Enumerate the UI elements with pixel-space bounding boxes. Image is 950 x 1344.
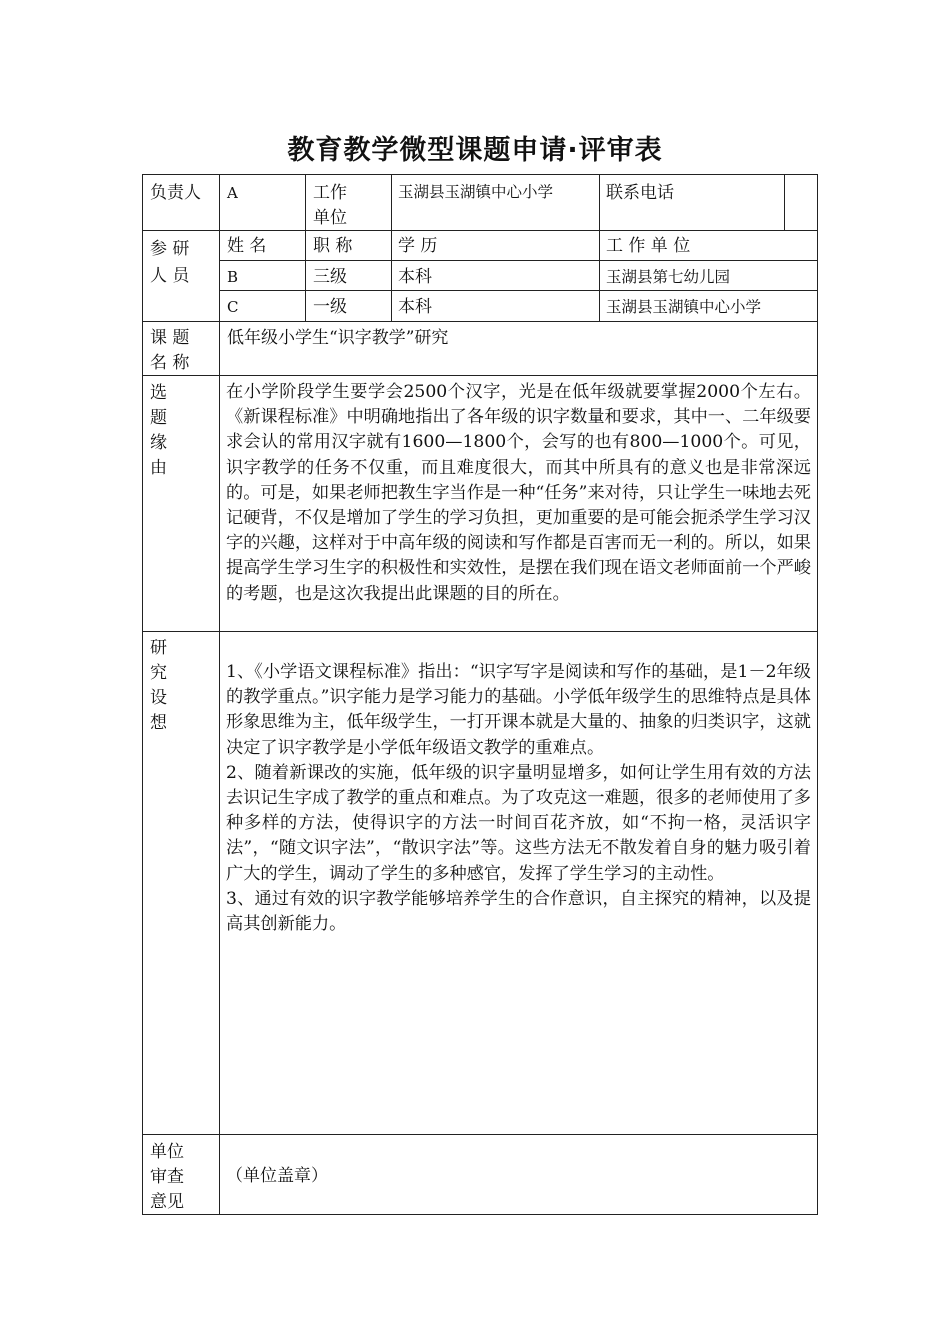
plan-paragraph-1: 1、《小学语文课程标准》指出：“识字写字是阅读和写作的基础，是1－2年级的教学重点。”识字能力是学习能力的基础。小学低年级学生的思维特点是具体形象思维为主，低年级学生，一打开课本就是大量的、抽象的归类识字，这就决定了识字教学是小学低年级语文教学的重难点。 xyxy=(226,662,811,758)
member-row-2-unit: 玉湖县玉湖镇中心小学 xyxy=(606,298,762,316)
members-label xyxy=(150,236,189,290)
reason-label xyxy=(150,381,167,481)
member-header-unit: 工 作 单 位 xyxy=(606,236,691,256)
plan-label-text: 研 究 设 想 xyxy=(150,638,167,733)
member-row-1-unit: 玉湖县第七幼儿园 xyxy=(606,268,731,286)
leader-work-unit: 玉湖县玉湖镇中心小学 xyxy=(398,183,554,201)
member-header-education: 学 历 xyxy=(398,236,438,256)
plan-paragraph-2: 2、随着新课改的实施，低年级的识字量明显增多，如何让学生用有效的方法去识记生字成了教学的重点和难点。为了攻克这一难题，很多的老师使用了多种多样的方法，使得识字的方法一时间百花齐放，如“不拘一格，灵活识字法”，“随文识字法”，“散识字法”等。这些方法无不散发着自身的魅力吸引着广大的学生，调动了学生的多种感官，发挥了学生学习的主动性。 xyxy=(226,762,811,884)
leader-label: 负责人 xyxy=(150,183,201,203)
review-value: （单位盖章） xyxy=(226,1166,328,1186)
members-label-text: 参 研 人 员 xyxy=(150,239,190,286)
reason-text: 在小学阶段学生要学会2500个汉字，光是在低年级就要掌握2000个左右。《新课程标准》中明确地指出了各年级的识字数量和要求，其中一、二年级要求会认的常用汉字就有1600—1800个，会写的也有800—1000个。可见，识字教学的任务不仅重，而且难度很大，而其中所具有的意义也是非常深远的。可是，如果老师把教生字当作是一种“任务”来对待，只让学生一味地去死记硬背，不仅是增加了学生的学习负担，更加重要的是可能会扼杀学生学习汉字的兴趣，这样对于中高年级的阅读和写作都是百害而无一利的。所以，如果提高学生学习生字的积极性和实效性，是摆在我们现在语文老师面前一个严峻的考题，也是这次我提出此课题的目的所在。 xyxy=(226,382,811,604)
topic-label xyxy=(150,326,189,376)
topic-value: 低年级小学生“识字教学”研究 xyxy=(227,328,449,348)
plan-paragraph-3: 3、通过有效的识字教学能够培养学生的合作意识，自主探究的精神，以及提高其创新能力。 xyxy=(226,888,811,935)
member-header-name: 姓 名 xyxy=(227,236,267,256)
member-row-1-education: 本科 xyxy=(398,267,432,287)
phone-label: 联系电话 xyxy=(606,183,674,203)
reason-text-box xyxy=(226,380,811,607)
work-unit-label-text: 工作 单位 xyxy=(313,183,347,228)
member-row-2-education: 本科 xyxy=(398,297,432,317)
plan-text-box xyxy=(226,660,811,937)
leader-name: A xyxy=(227,184,238,202)
plan-label xyxy=(150,636,167,736)
member-row-2-title: 一级 xyxy=(313,297,347,317)
reason-label-text: 选 题 缘 由 xyxy=(150,383,167,478)
review-label-text: 单位 审查 意见 xyxy=(150,1142,184,1212)
member-row-2-name: C xyxy=(227,298,239,316)
member-header-title: 职 称 xyxy=(313,236,353,256)
work-unit-label xyxy=(313,181,389,231)
member-row-1-name: B xyxy=(227,268,239,286)
member-row-1-title: 三级 xyxy=(313,267,347,287)
document-title: 教育教学微型课题申请·评审表 xyxy=(287,135,663,166)
review-label xyxy=(150,1140,184,1215)
topic-label-text: 课 题 名 称 xyxy=(150,328,190,373)
